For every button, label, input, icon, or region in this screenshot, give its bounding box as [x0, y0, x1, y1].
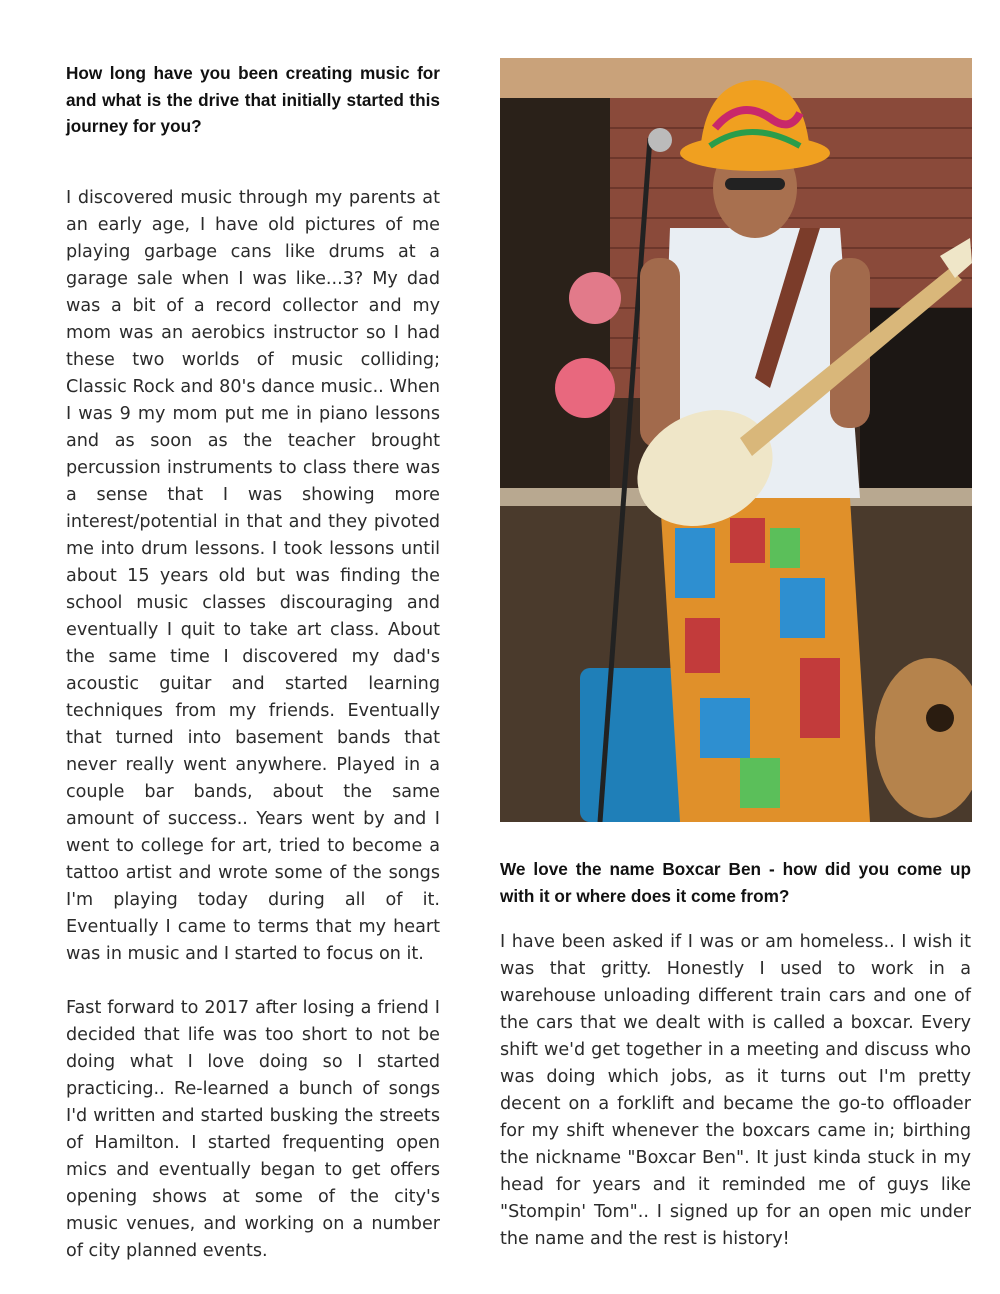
- musician-photo: [500, 58, 972, 822]
- answer-paragraph: I have been asked if I was or am homeless.. I wish it was that gritty. Honestly I used to work in a warehouse unloading different train cars and one of the cars that we dealt with is called a boxcar. Every shift we'd get together in a meeting and discuss who was doing which jobs, as it turns out I'm pretty decent on a forklift and became the go-to offloader for my shift whenever the boxcars came in; birthing the nickname "Boxcar Ben". It just kinda stuck in my head for years and it reminded me of guys like "Stompin' Tom".. I signed up for an open mic under the name and the rest is history!: [500, 932, 971, 1249]
- right-column: [500, 856, 971, 1253]
- left-column: [66, 60, 440, 1265]
- question-heading: We love the name Boxcar Ben - how did you come up with it or where does it come from?: [500, 859, 971, 906]
- answer-paragraph: I discovered music through my parents at an early age, I have old pictures of me playing garbage cans like drums at a garage sale when I was like...3? My dad was a bit of a record collector and my mom was an aerobics instructor so I had these two worlds of music colliding; Classic Rock and 80's dance music.. When I was 9 my mom put me in piano lessons and as soon as the teacher brought percussion instruments to class there was a sense that I was showing more interest/potential in that and they pivoted me into drum lessons. I took lessons until about 15 years old but was finding the school music classes discouraging and eventually I quit to take art class. About the same time I discovered my dad's acoustic guitar and started learning techniques from my friends. Eventually that turned into basement bands that never really went anywhere. Played in a couple bar bands, about the same amount of success.. Years went by and I went to college for art, tried to become a tattoo artist and wrote some of the songs I'm playing today during all of it. Eventually I came to terms that my heart was in music and I started to focus on it.: [66, 187, 440, 964]
- question-heading: How long have you been creating music for and what is the drive that initially started this journey for you?: [66, 63, 440, 136]
- answer-paragraph: Fast forward to 2017 after losing a friend I decided that life was too short to not be doing what I love doing so I started practicing.. Re-learned a bunch of songs I'd written and started busking the streets of Hamilton. I started frequenting open mics and eventually began to get offers opening shows at some of the city's music venues, and working on a number of city planned events.: [66, 997, 440, 1261]
- musician-photo-icon: [500, 58, 972, 822]
